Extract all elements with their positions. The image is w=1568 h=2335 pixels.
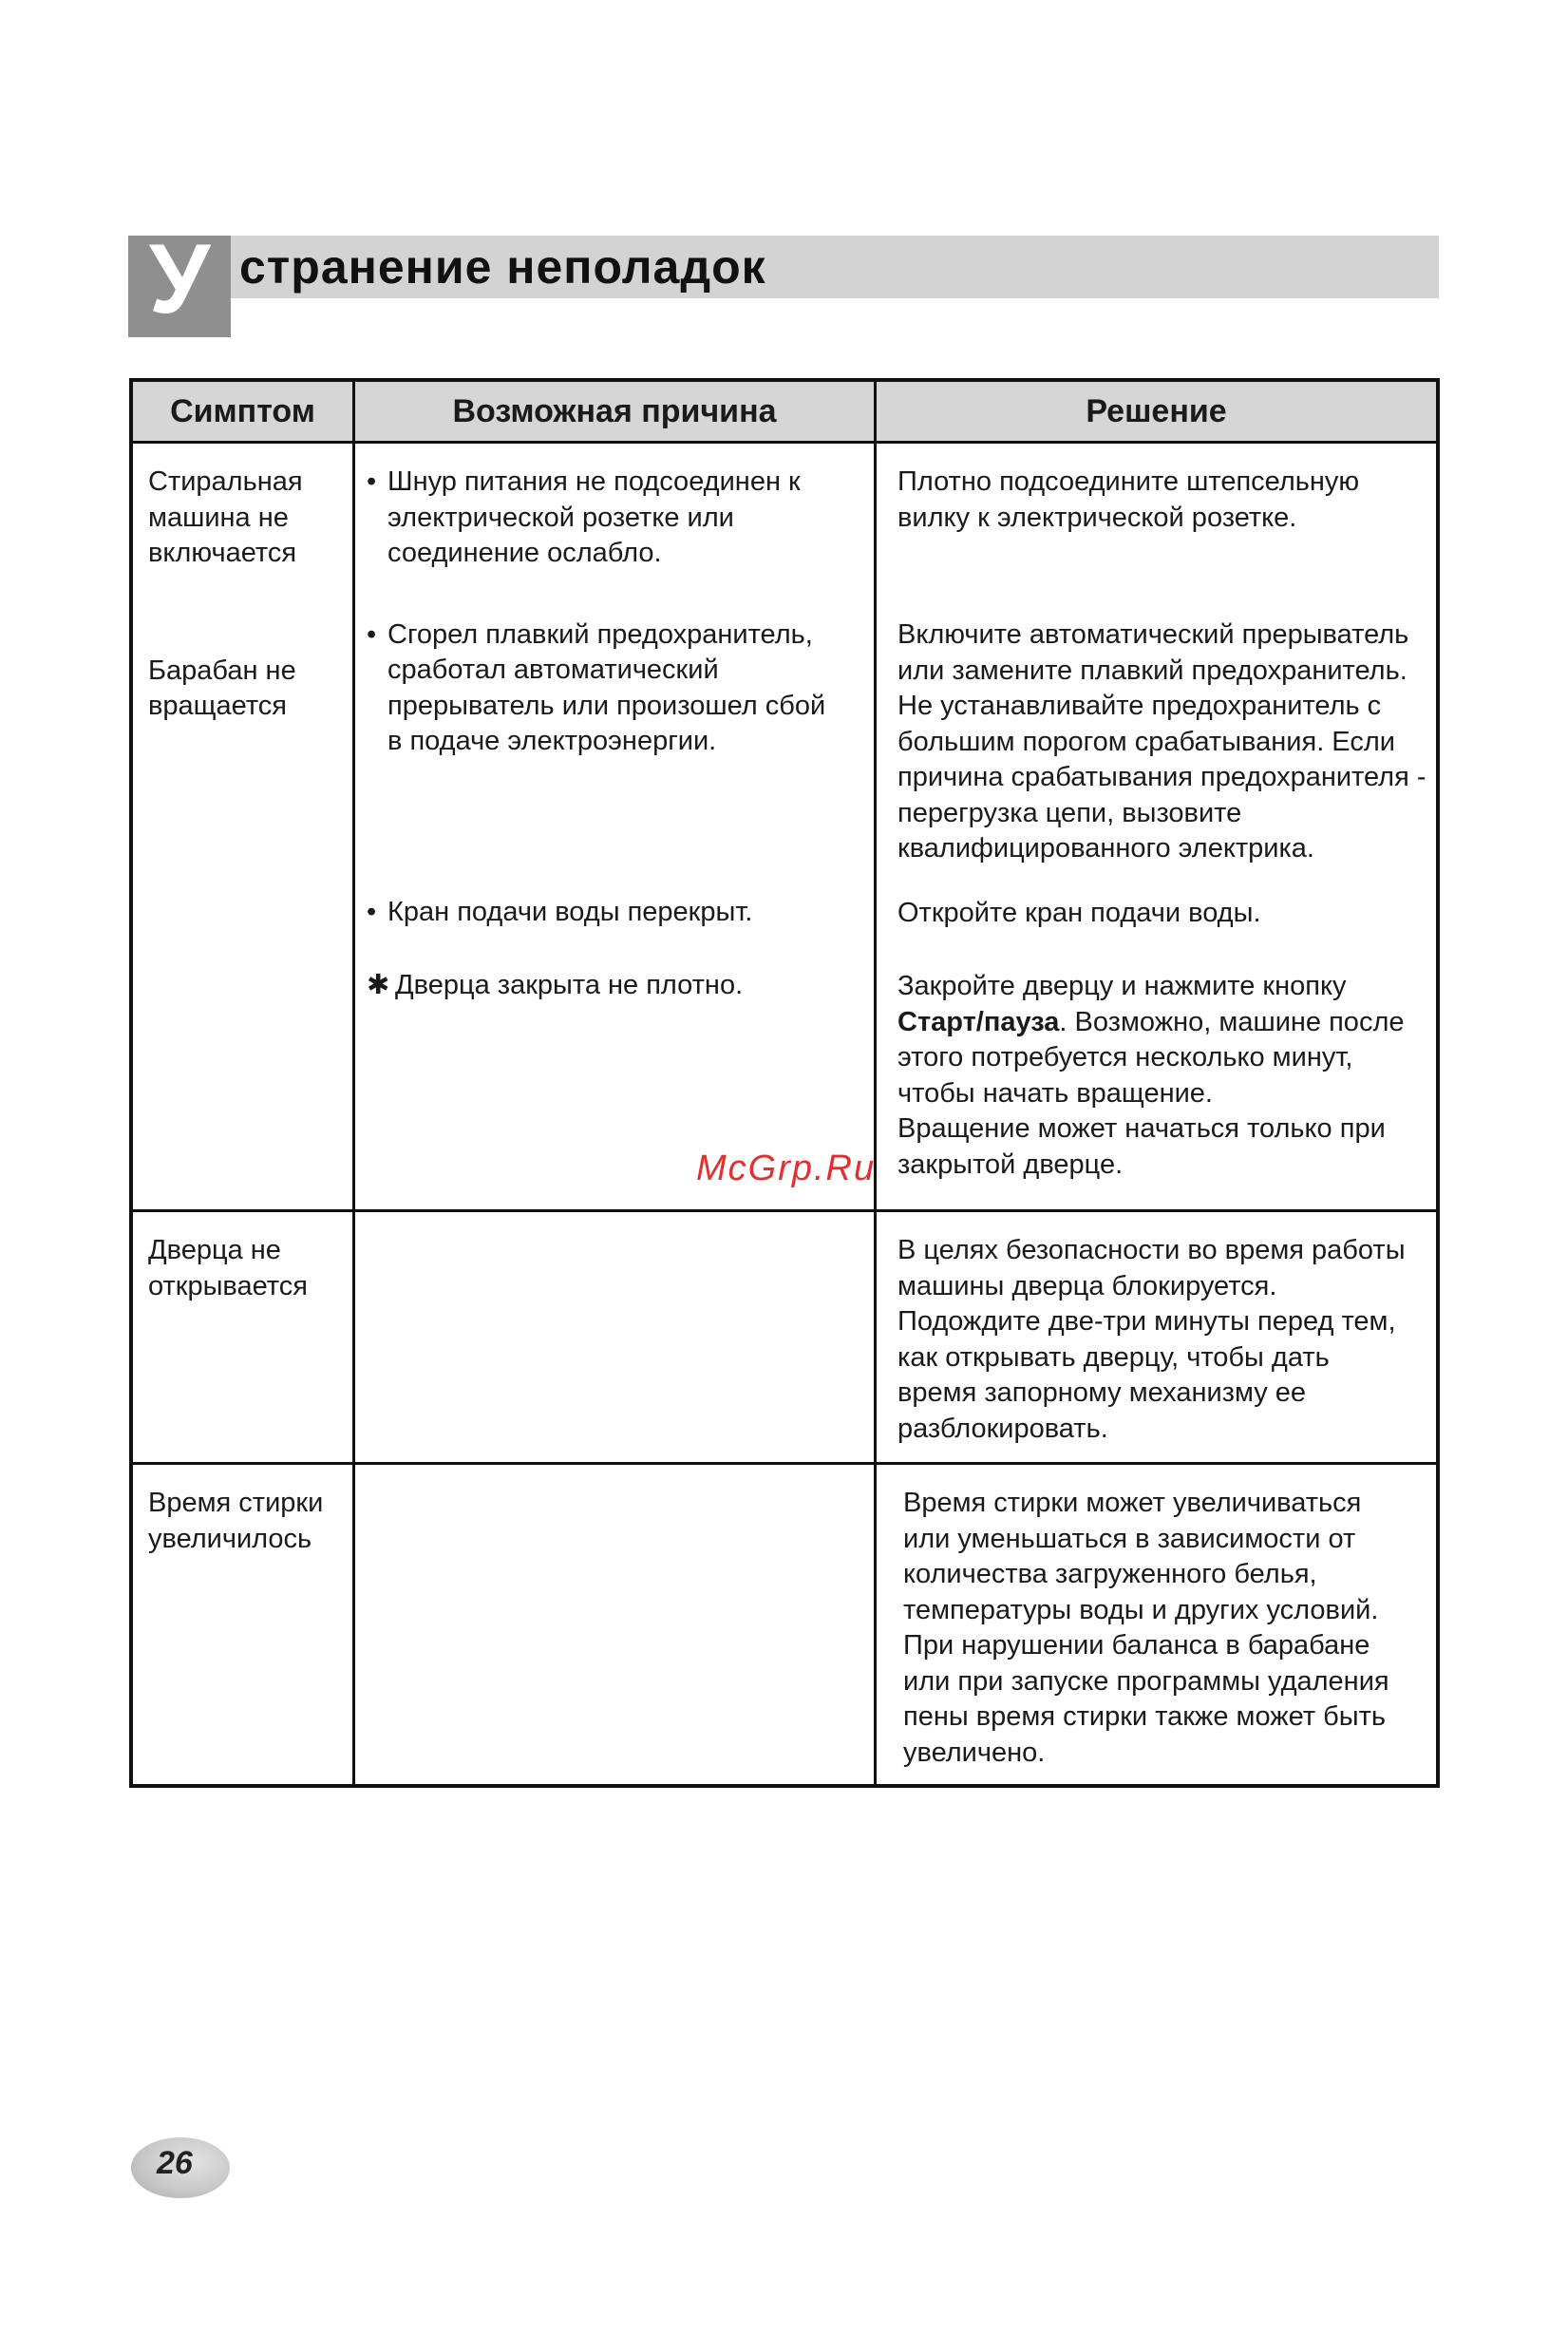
- cause-item: [367, 617, 866, 760]
- solution-line: или замените плавкий предохранитель.: [897, 655, 1407, 686]
- solution-line: [897, 1005, 1426, 1041]
- solution-text: . Возможно, машине после: [1059, 1006, 1405, 1037]
- solution-line: Откройте кран подачи воды.: [897, 897, 1261, 928]
- symptom-line: вращается: [148, 691, 287, 721]
- solution-line: Вращение может начаться только при: [897, 1113, 1386, 1144]
- page-title: странение неполадок: [239, 240, 766, 294]
- symptom-line: открывается: [148, 1270, 308, 1301]
- solution-line: увеличено.: [903, 1737, 1046, 1768]
- solution-line: При нарушении баланса в барабане: [903, 1630, 1370, 1661]
- solution-line: Подождите две-три минуты перед тем,: [897, 1306, 1396, 1337]
- solution-line: Закройте дверцу и нажмите кнопку: [897, 971, 1347, 1001]
- solution-line: или при запуске программы удаления: [903, 1665, 1389, 1697]
- symptom-line: Дверца не: [148, 1235, 281, 1265]
- solution-line: температуры воды и других условий.: [903, 1594, 1379, 1625]
- table-row: [133, 1209, 1436, 1462]
- cause-line: Дверца закрыта не плотно.: [395, 970, 744, 1000]
- solution-line: время запорному механизму ее: [897, 1377, 1307, 1408]
- solution-line: чтобы начать вращение.: [897, 1077, 1213, 1109]
- solution-line: Плотно подсоедините штепсельную: [897, 466, 1360, 497]
- solution-line: закрытой дверце.: [897, 1149, 1124, 1180]
- solution-cell: [877, 1212, 1436, 1462]
- column-header-solution: Решение: [1086, 392, 1227, 429]
- table-header-row: [133, 382, 1436, 441]
- solution-line: машины дверца блокируется.: [897, 1270, 1277, 1301]
- start-pause-button-label: Старт/пауза: [897, 1006, 1060, 1037]
- troubleshooting-table: [129, 378, 1440, 1788]
- solution-line: Включите автоматический прерыватель: [897, 619, 1409, 650]
- solution-line: вилку к электрической розетке.: [897, 502, 1297, 533]
- bullet-icon: •: [367, 618, 377, 650]
- cause-item: [367, 968, 866, 1004]
- bullet-icon: •: [367, 466, 377, 497]
- symptom-line: Время стирки: [148, 1488, 324, 1518]
- cause-line: Шнур питания не подсоединен к: [387, 466, 801, 497]
- title-initial: У: [128, 236, 231, 337]
- solution-line: разблокировать.: [897, 1413, 1108, 1444]
- cause-item: [367, 465, 866, 572]
- cause-item: [367, 895, 866, 931]
- solution-cell: [877, 1465, 1436, 1784]
- symptom-cell: [133, 1212, 355, 1462]
- solution-line: этого потребуется несколько минут,: [897, 1042, 1353, 1073]
- column-header-cause: Возможная причина: [355, 382, 877, 441]
- symptom-line: увеличилось: [148, 1523, 312, 1554]
- cause-line: прерыватель или произошел сбой: [387, 690, 826, 721]
- solution-line: перегрузка цепи, вызовите: [897, 797, 1242, 828]
- asterisk-icon: ✱: [367, 970, 390, 1000]
- bullet-icon: •: [367, 896, 377, 927]
- cause-cell: [355, 1212, 877, 1462]
- symptom-cell: [133, 1465, 355, 1784]
- solution-line: В целях безопасности во время работы: [897, 1235, 1406, 1265]
- cause-cell: [355, 444, 877, 1209]
- symptom-line: Барабан не: [148, 655, 296, 686]
- solution-line: Не устанавливайте предохранитель с: [897, 691, 1382, 721]
- solution-line: причина срабатывания предохранителя -: [897, 762, 1426, 792]
- solution-line: количества загруженного белья,: [903, 1559, 1317, 1589]
- solution-line: квалифицированного электрика.: [897, 833, 1314, 864]
- solution-line: пены время стирки также может быть: [903, 1701, 1387, 1732]
- cause-line: сработал автоматический: [387, 655, 719, 685]
- column-header-symptom: Симптом: [133, 382, 355, 441]
- cause-line: электрической розетке или: [387, 502, 734, 533]
- page-number: 26: [157, 2145, 193, 2181]
- solution-line: большим порогом срабатывания. Если: [897, 726, 1395, 757]
- symptom-cell: [133, 444, 355, 1209]
- cause-line: Сгорел плавкий предохранитель,: [387, 618, 813, 650]
- cause-cell: [355, 1465, 877, 1784]
- cause-line: соединение ослабло.: [387, 538, 662, 568]
- solution-cell: [877, 444, 1436, 1209]
- table-row: [133, 1462, 1436, 1784]
- solution-line: как открывать дверцу, чтобы дать: [897, 1341, 1330, 1373]
- cause-line: в подаче электроэнергии.: [387, 726, 717, 756]
- symptom-line: машина не: [148, 502, 289, 533]
- symptom-line: включается: [148, 538, 297, 568]
- solution-line: Время стирки может увеличиваться: [903, 1488, 1362, 1518]
- cause-line: Кран подачи воды перекрыт.: [387, 896, 753, 927]
- solution-line: или уменьшаться в зависимости от: [903, 1523, 1356, 1554]
- symptom-line: Стиральная: [148, 466, 303, 497]
- watermark: McGrp.Ru: [696, 1149, 877, 1188]
- table-row: [133, 441, 1436, 1209]
